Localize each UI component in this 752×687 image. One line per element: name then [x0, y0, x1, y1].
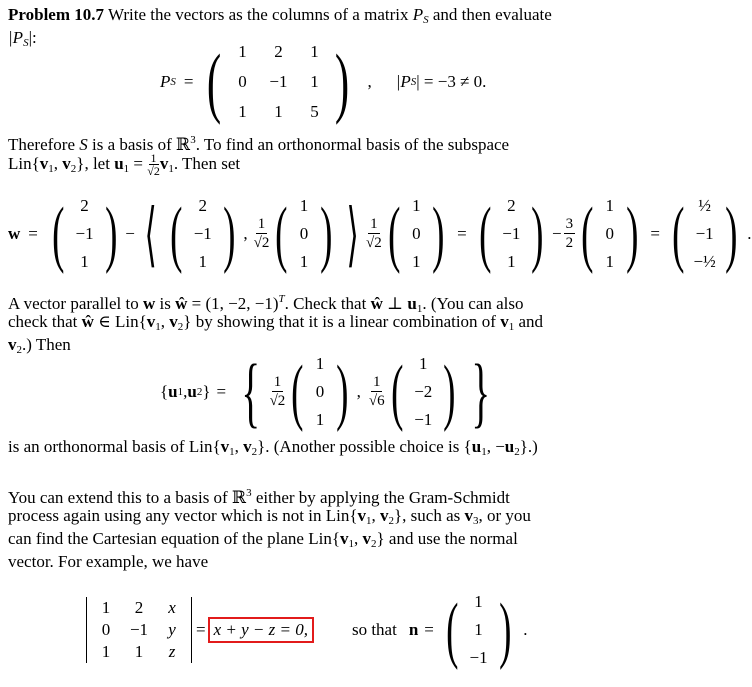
problem-label: Problem 10.7	[8, 5, 105, 24]
ps-matrix: ( 1 2 1 0 −1 1 1 1 5 )	[207, 38, 350, 125]
heading-line-1: Problem 10.7 Write the vectors as the columns of a matrix $P_S$ and then evaluate	[8, 5, 552, 26]
vec-n: ( 1 1 −1 )	[446, 588, 512, 671]
ps-matrix-grid	[227, 37, 329, 127]
vec-v1-a: ( 1 0 1 )	[275, 192, 333, 275]
det-matrix-cell: 1	[101, 598, 111, 617]
vec-final: ( ½ −1 −½ )	[672, 192, 738, 275]
lin-line: $Lin\{v_1$, $v_2$}, let $u_1$ = $\frac{1}{√2}$ $v_1$. Then set	[8, 151, 241, 178]
vector-entry: −1	[75, 223, 94, 243]
vec-w: ( 2 −1 1 )	[52, 192, 118, 275]
vector-entry: 1	[299, 195, 309, 215]
det-matrix-cell: z	[168, 642, 176, 661]
vector-entry: 1	[474, 591, 483, 611]
heading-line-2: $|P_S|$:	[8, 28, 37, 49]
det-matrix-cell: y	[168, 620, 176, 639]
vector-entry: ½	[698, 195, 711, 215]
vector-entry: 0	[315, 381, 325, 401]
ps-matrix-cell: 1	[238, 42, 247, 61]
vector-entries	[406, 192, 426, 277]
vector-entry: 1	[80, 252, 89, 272]
det-matrix-cell: 2	[134, 598, 144, 617]
det-result: | = −3 ≠ 0.	[416, 72, 487, 91]
ps-matrix-cell: 1	[274, 102, 283, 121]
vector-entry: −2	[414, 381, 433, 401]
vector-entry: 1	[605, 195, 614, 215]
vec-u1: ( 1 0 1 )	[291, 350, 349, 433]
vec-w-inner: ( 2 −1 1 )	[170, 192, 236, 275]
ps-matrix-cell: 1	[238, 102, 247, 121]
vector-entries	[294, 192, 314, 277]
vector-entry: −1	[695, 223, 714, 243]
vector-entry: 0	[299, 223, 309, 243]
ps-matrix-cell: 1	[310, 72, 319, 91]
vector-entry: −1	[469, 648, 488, 668]
ps-matrix-cell: 2	[274, 42, 283, 61]
vector-entries	[465, 588, 493, 673]
ps-matrix-cell: −1	[269, 72, 288, 91]
det-matrix-cell: 1	[101, 642, 111, 661]
vector-entry: −1	[502, 223, 521, 243]
vector-entry: −½	[693, 252, 716, 272]
vector-entry: 1	[198, 252, 207, 272]
vector-entries	[691, 192, 719, 277]
vector-entries	[310, 350, 330, 435]
vector-entry: 1	[507, 252, 516, 272]
vec-u2: ( 1 −2 −1 )	[390, 350, 456, 433]
vector-entry: 2	[80, 195, 89, 215]
u-set-equation: { u 1 , u 2 } = { $\frac{1}{√2}$ ( 1 0 1 ) , $\frac{1}{√6}$ ( 1 −2 −1 ) }	[160, 348, 491, 435]
vec-v1-b: ( 1 0 1 )	[387, 192, 445, 275]
ps-matrix-cell: 5	[310, 102, 319, 121]
vector-entries	[600, 192, 620, 277]
vector-entry: 1	[419, 353, 428, 373]
vector-entry: 1	[412, 195, 421, 215]
det-matrix-cell: −1	[129, 620, 149, 639]
vector-entries	[409, 350, 437, 435]
vector-entries	[497, 192, 525, 277]
vector-entries	[189, 192, 217, 277]
vector-entry: 1	[474, 619, 483, 639]
vector-entry: 0	[412, 223, 421, 243]
extend-line-2: process again using any vector which is not in $Lin\{v_1$, $v_2$}, such as $v_3$, or you	[8, 506, 531, 527]
check-line: check that ŵ ∈ $Lin\{v_1$, $v_2$} by showing that it is a linear combination of $v_1$ and	[8, 312, 544, 333]
ps-matrix-row: P S = ( 1 2 1 0 −1 1 1 1 5 ) , |P S | = −3 ≠ 0.	[160, 38, 487, 125]
extend-line-4: vector. For example, we have	[8, 552, 209, 571]
highlighted-equation: x + y − z = 0,	[208, 617, 314, 643]
vector-entry: 0	[605, 223, 614, 243]
vector-entry: 1	[299, 252, 309, 272]
then-line: $v_2$.) Then	[8, 335, 71, 356]
det-matrix-cell: 1	[134, 642, 144, 661]
vector-entries	[71, 192, 99, 277]
vector-entry: −1	[414, 410, 433, 430]
vec-result: ( 2 −1 1 )	[478, 192, 544, 275]
parallel-line: A vector parallel to w is ŵ = (1, −2, −1)$^T$. Check that ŵ ⊥ $u_1$. (You can also	[8, 293, 524, 315]
det-matrix-cell: 0	[101, 620, 111, 639]
vector-entry: 1	[605, 252, 614, 272]
vector-entry: −1	[193, 223, 212, 243]
det-equation: 1 2 x 0 −1 y 1 1 z = x + y − z = 0, so that n = ( 1 1 −1 ) .	[86, 594, 527, 666]
det-matrix	[86, 597, 192, 663]
vec-v1-c: ( 1 0 1 )	[581, 192, 639, 275]
therefore-line: Therefore S is a basis of ℝ$^3$. To find an orthonormal basis of the subspace	[8, 134, 510, 154]
extend-line-3: can find the Cartesian equation of the plane $Lin\{v_1$, $v_2$} and use the normal	[8, 529, 518, 550]
vector-entry: 2	[507, 195, 516, 215]
w-equation: w = ( 2 −1 1 ) − ⟨ ( 2 −1 1 ) , $\frac{1}{√2}$ ( 1 0 1 ) ⟩ $\frac{1}{√2}$ ( 1 0 1 ) = ( 2 −1 1 ) − $\frac{3}{2}$ ( 1 0 1 ) = ( ½ −1 −½ ) .	[8, 192, 752, 275]
ps-matrix-cell: 1	[310, 42, 319, 61]
orthonormal-line: is an orthonormal basis of $Lin\{v_1$, $v_2$}. (Another possible choice is {$u_1$, $-u_2$}.)	[8, 437, 538, 458]
det-matrix-cell: x	[168, 598, 176, 617]
vector-entry: 1	[315, 353, 325, 373]
ps-matrix-cell: 0	[238, 72, 247, 91]
vector-entry: 1	[412, 252, 421, 272]
vector-entry: 1	[315, 410, 325, 430]
vector-entry: 2	[198, 195, 207, 215]
extend-line-1: You can extend this to a basis of ℝ$^3$ either by applying the Gram-Schmidt	[8, 487, 510, 507]
